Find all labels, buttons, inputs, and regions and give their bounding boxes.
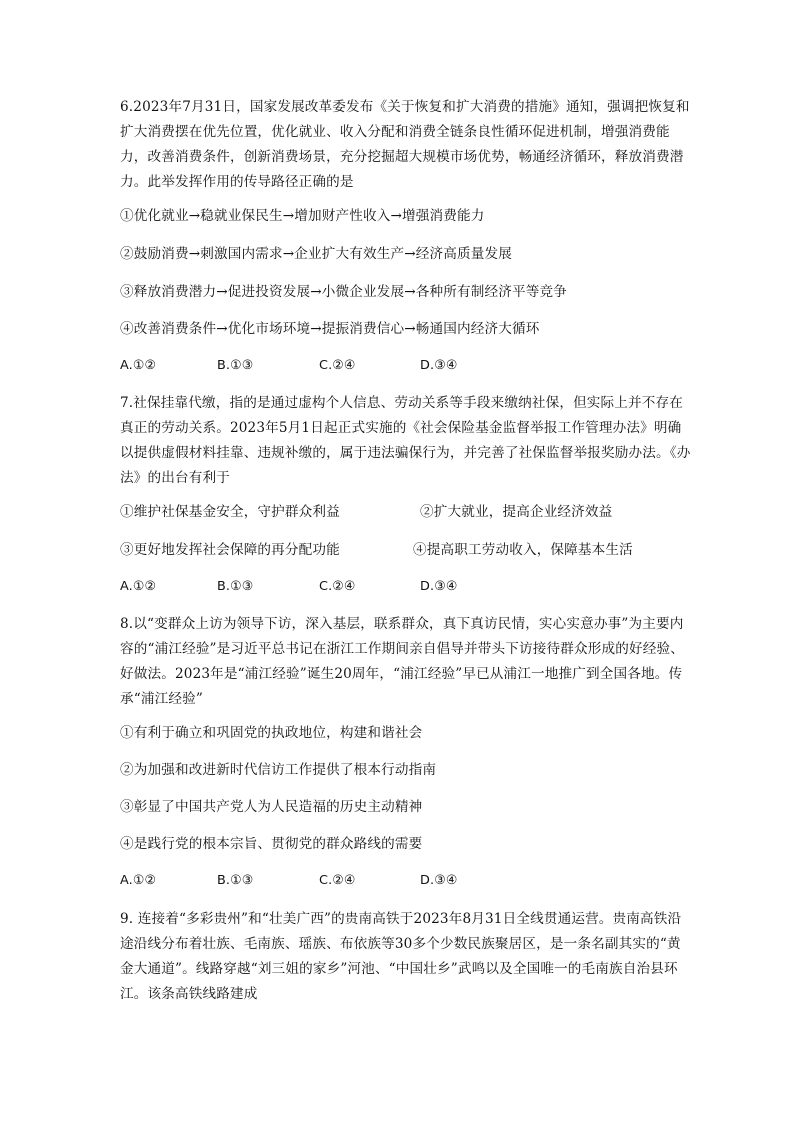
question-6-choices	[120, 356, 540, 376]
question-6-choice-a: A.①②	[120, 358, 157, 373]
question-8-choice-b: B.①③	[217, 873, 254, 888]
question-7-choice-b: B.①③	[217, 579, 254, 594]
question-6-option-2: ②鼓励消费→刺激国内需求→企业扩大有效生产→经济高质量发展	[120, 246, 512, 262]
question-6-choice-c: C.②④	[319, 358, 356, 373]
question-7-choices	[120, 577, 540, 597]
question-7-option-2: ②扩大就业，提高企业经济效益	[420, 504, 613, 520]
question-7-choice-a: A.①②	[120, 579, 157, 594]
question-6-option-3: ③释放消费潜力→促进投资发展→小微企业发展→各种所有制经济平等竞争	[120, 284, 567, 300]
question-6-option-1: ①优化就业→稳就业保民生→增加财产性收入→增强消费能力	[120, 208, 485, 224]
question-8-stem: 8.以“变群众上访为领导下访，深入基层，联系群众，真下真访民情，实心实意办事”为主要内容的“浦江经验”是习近平总书记在浙江工作期间亲自倡导并带头下访接待群众形成的好经验、好做法。2023年是“浦江经验”诞生20周年，“浦江经验”早已从浦江一地推广到全国各地。传承“浦江经验”	[120, 616, 684, 707]
question-7-option-1: ①维护社保基金安全，守护群众利益	[120, 504, 340, 520]
question-8-choice-d: D.③④	[420, 873, 458, 888]
question-8-choice-a: A.①②	[120, 873, 157, 888]
question-8-option-4: ④是践行党的根本宗旨、贯彻党的群众路线的需要	[120, 836, 423, 852]
question-6-stem: 6.2023年7月31日，国家发展改革委发布《关于恢复和扩大消费的措施》通知，强调把恢复和扩大消费摆在优先位置，优化就业、收入分配和消费全链条良性循环促进机制，增强消费能力，改善消费条件，创新消费场景，充分挖掘超大规模市场优势，畅通经济循环，释放消费潜力。此举发挥作用的传导路径正确的是	[120, 99, 690, 190]
question-6-choice-b: B.①③	[217, 358, 254, 373]
question-6-choice-d: D.③④	[420, 358, 458, 373]
question-8-option-1: ①有利于确立和巩固党的执政地位，构建和谐社会	[120, 725, 423, 741]
question-6-option-4: ④改善消费条件→优化市场环境→提振消费信心→畅通国内经济大循环	[120, 321, 540, 337]
question-7-choice-d: D.③④	[420, 579, 458, 594]
question-7-option-3: ③更好地发挥社会保障的再分配功能	[120, 542, 340, 558]
question-7-option-4: ④提高职工劳动收入，保障基本生活	[413, 542, 633, 558]
question-7-stem: 7.社保挂靠代缴，指的是通过虚构个人信息、劳动关系等手段来缴纳社保，但实际上并不存在真正的劳动关系。2023年5月1日起正式实施的《社会保险基金监督举报工作管理办法》明确以提供虚假材料挂靠、违规补缴的，属于违法骗保行为，并完善了社保监督举报奖励办法。《办法》的出台有利于	[120, 395, 691, 486]
question-8-option-3: ③彰显了中国共产党人为人民造福的历史主动精神	[120, 799, 423, 815]
question-8-option-2: ②为加强和改进新时代信访工作提供了根本行动指南	[120, 762, 437, 778]
question-9-stem: 9. 连接着“多彩贵州”和“壮美广西”的贵南高铁于2023年8月31日全线贯通运营。贵南高铁沿途沿线分布着壮族、毛南族、瑶族、布依族等30多个少数民族聚居区，是一条名副其实的“黄金大通道”。线路穿越“刘三姐的家乡”河池、“中国壮乡”武鸣以及全国唯一的毛南族自治县环江。该条高铁线路建成	[120, 911, 682, 1002]
question-8-choice-c: C.②④	[319, 873, 356, 888]
question-7-choice-c: C.②④	[319, 579, 356, 594]
question-8-choices	[120, 871, 540, 891]
